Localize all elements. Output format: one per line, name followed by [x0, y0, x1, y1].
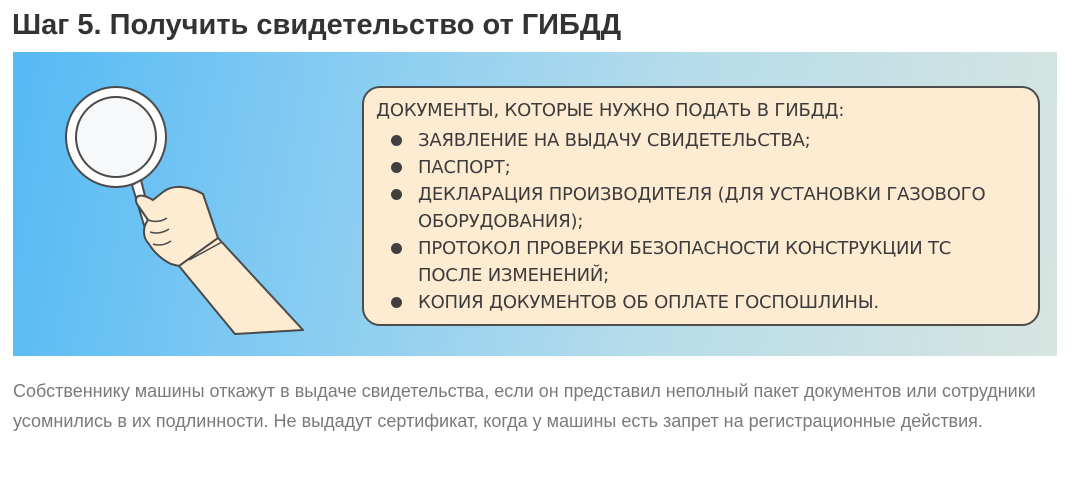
bullet-icon: [391, 297, 402, 308]
list-item-text-continued: ОБОРУДОВАНИЯ);: [418, 211, 584, 232]
documents-list: [376, 127, 1028, 316]
bullet-icon: [391, 162, 402, 173]
documents-box-title: ДОКУМЕНТЫ, КОТОРЫЕ НУЖНО ПОДАТЬ В ГИБДД:: [376, 100, 845, 121]
bullet-icon: [391, 189, 402, 200]
list-item: [376, 181, 1028, 235]
list-item-text: ПАСПОРТ;: [418, 157, 511, 178]
list-item: [376, 127, 1028, 154]
list-item-text-continued: ПОСЛЕ ИЗМЕНЕНИЙ;: [418, 265, 610, 286]
magnifier-hand-icon: [13, 52, 353, 356]
list-item: [376, 235, 1028, 289]
list-item-text: ЗАЯВЛЕНИЕ НА ВЫДАЧУ СВИДЕТЕЛЬСТВА;: [418, 130, 811, 151]
list-item-text: ДЕКЛАРАЦИЯ ПРОИЗВОДИТЕЛЯ (ДЛЯ УСТАНОВКИ ГАЗОВОГО: [418, 184, 986, 205]
bullet-icon: [391, 243, 402, 254]
list-item: [376, 154, 1028, 181]
page-heading: Шаг 5. Получить свидетельство от ГИБДД: [12, 9, 622, 41]
list-item-text: ПРОТОКОЛ ПРОВЕРКИ БЕЗОПАСНОСТИ КОНСТРУКЦИИ ТС: [418, 238, 952, 259]
caption-paragraph: Собственнику машины откажут в выдаче свидетельства, если он представил неполный пакет документов или сотрудники усомнились в их подлинности. Не выдадут сертификат, когда у машины есть запрет на регистрационные действия.: [13, 381, 1036, 431]
documents-box: [362, 86, 1040, 326]
documents-banner: [13, 52, 1057, 356]
list-item: [376, 289, 1028, 316]
list-item-text: КОПИЯ ДОКУМЕНТОВ ОБ ОПЛАТЕ ГОСПОШЛИНЫ.: [418, 292, 879, 313]
bullet-icon: [391, 135, 402, 146]
